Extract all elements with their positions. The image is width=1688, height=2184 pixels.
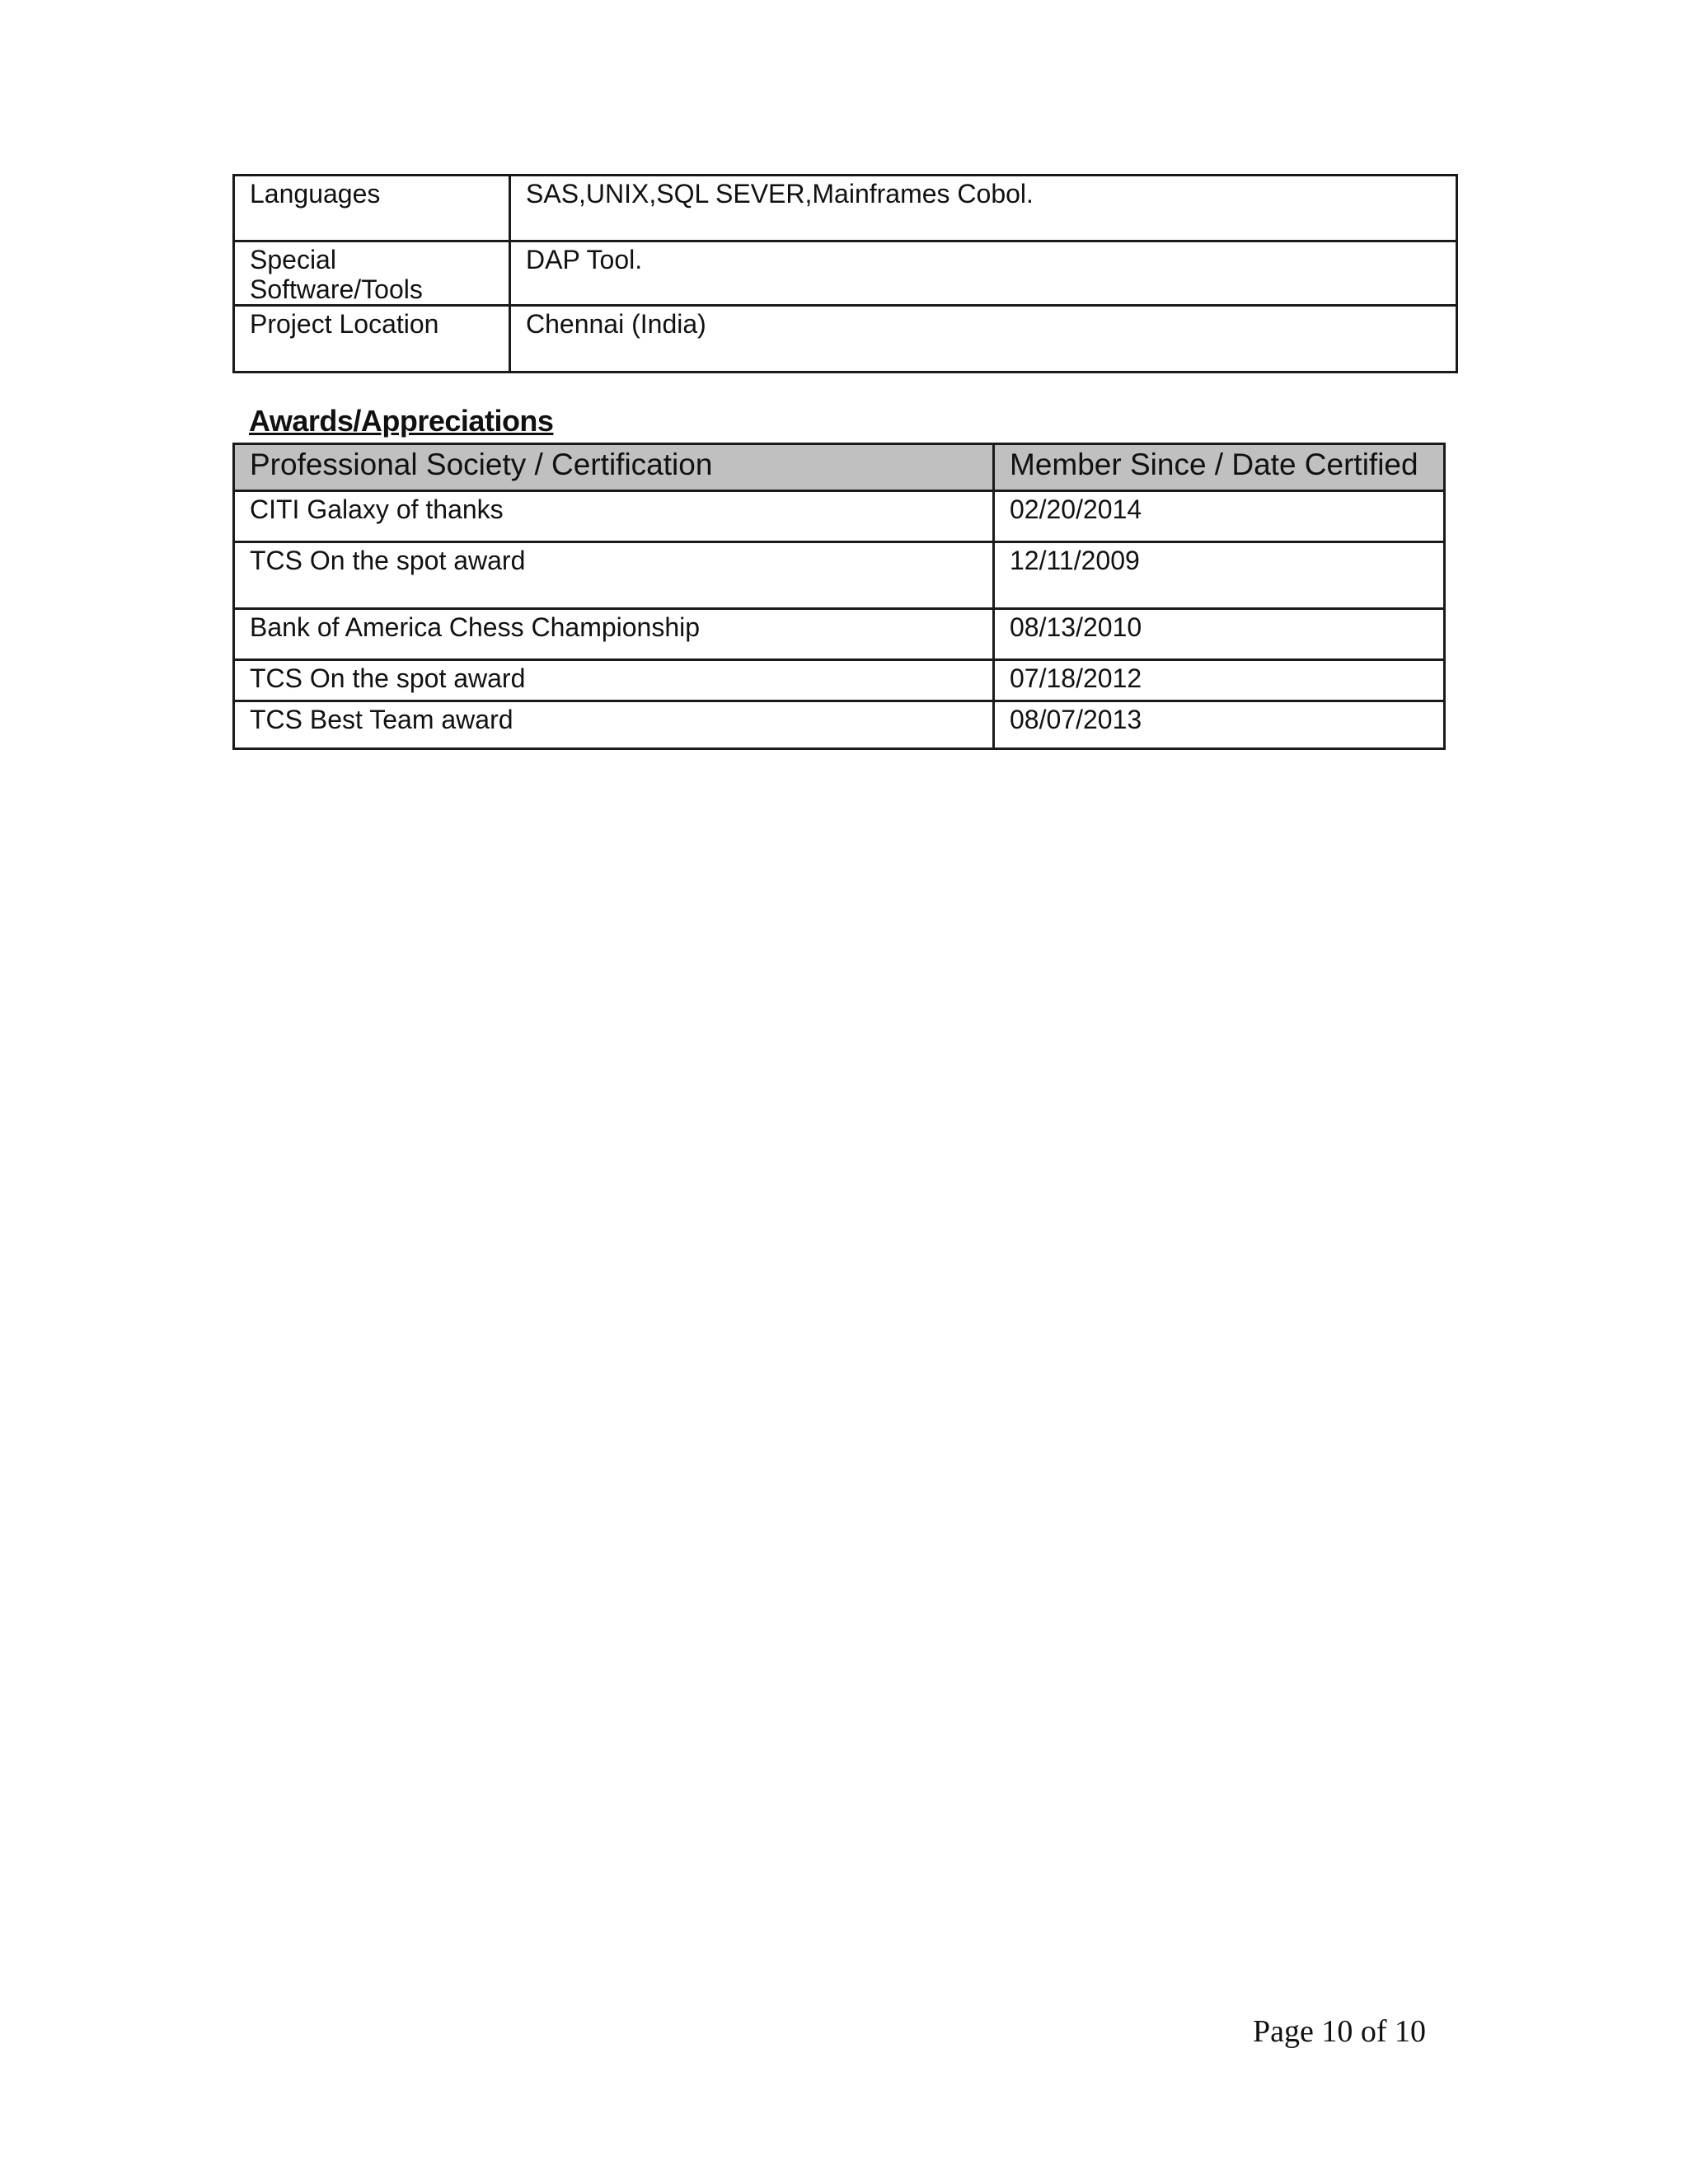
column-header-date: Member Since / Date Certified [994,444,1445,491]
table-row [234,660,1445,701]
award-date: 02/20/2014 [994,491,1445,542]
row-value-languages: SAS,UNIX,SQL SEVER,Mainframes Cobol. [510,176,1457,241]
page-number [1253,2013,1426,2050]
award-date: 08/13/2010 [994,609,1445,660]
table-row [234,491,1445,542]
award-date: 08/07/2013 [994,701,1445,749]
row-value-special-software: DAP Tool. [510,241,1457,306]
row-label-languages: Languages [234,176,510,241]
award-date: 12/11/2009 [994,542,1445,609]
table-header-row [234,444,1445,491]
award-name: TCS On the spot award [234,542,994,609]
table-row [234,542,1445,609]
table-row [234,241,1457,306]
table-row [234,609,1445,660]
row-label-project-location: Project Location [234,306,510,373]
award-date: 07/18/2012 [994,660,1445,701]
page-number-label: Page 10 of 10 [1253,2014,1427,2049]
awards-table [232,443,1446,750]
column-header-certification: Professional Society / Certification [234,444,994,491]
award-name: CITI Galaxy of thanks [234,491,994,542]
award-name: TCS Best Team award [234,701,994,749]
project-details-table [232,174,1458,373]
row-label-special-software: Special Software/Tools [234,241,510,306]
award-name: TCS On the spot award [234,660,994,701]
table-row [234,176,1457,241]
awards-heading: Awards/Appreciations [249,404,554,438]
award-name: Bank of America Chess Championship [234,609,994,660]
table-row [234,701,1445,749]
table-row [234,306,1457,373]
row-value-project-location: Chennai (India) [510,306,1457,373]
